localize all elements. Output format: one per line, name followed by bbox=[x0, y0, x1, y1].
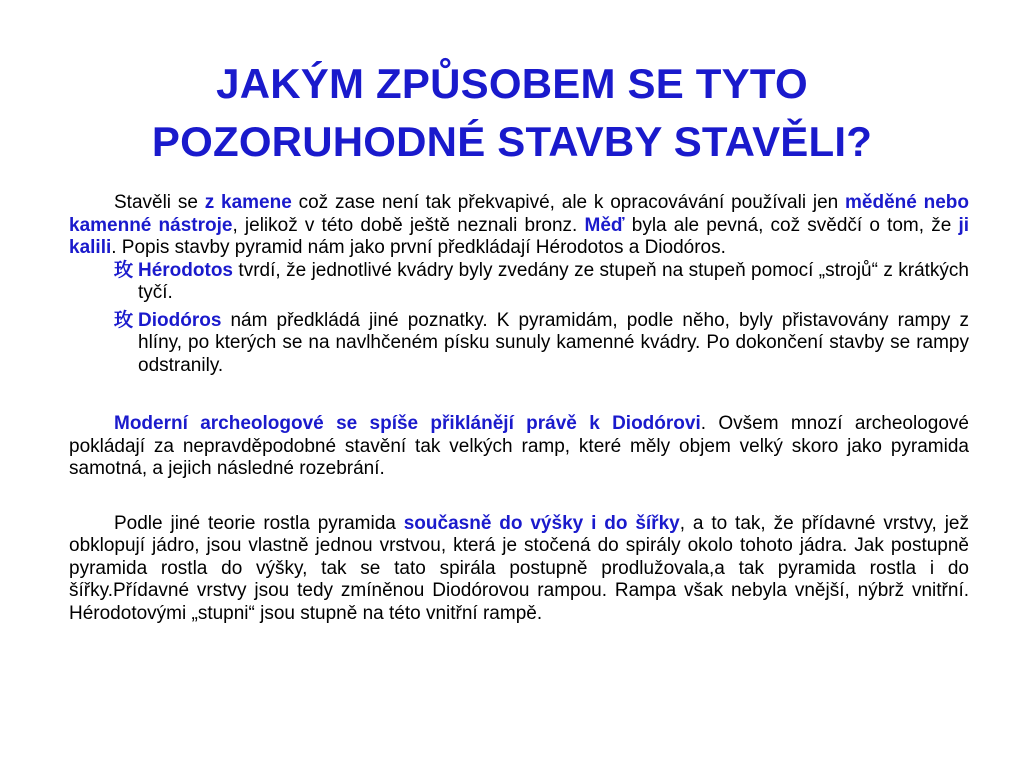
paragraph-materials bbox=[69, 192, 969, 260]
paragraph-text: Podle jiné teorie rostla pyramida bbox=[114, 512, 404, 534]
paragraph-text: , jelikož v této době ještě neznali bronz. bbox=[232, 214, 585, 236]
bullet-diodoros bbox=[114, 310, 969, 378]
slide-title-line-1: JAKÝM ZPŮSOBEM SE TYTO bbox=[216, 60, 808, 107]
paragraph-text: . Popis stavby pyramid nám jako první předkládají Hérodotos a Diodóros. bbox=[111, 237, 726, 258]
highlight-height-width: současně do výšky i do šířky bbox=[403, 512, 680, 534]
highlight-hardened: ji kalili bbox=[69, 214, 969, 258]
spacer bbox=[69, 481, 969, 513]
bullet-text bbox=[138, 260, 969, 305]
paragraph-archeologists bbox=[69, 413, 969, 481]
highlight-stone: z kamene bbox=[204, 192, 292, 213]
paragraph-text: . Ovšem mnozí archeologové pokládají za nepravděpodobné stavění tak velkých ramp, které měly objem velký skoro jako pyramida samotná, a jejich následné rozebrání. bbox=[69, 413, 969, 479]
highlight-modern-archeologists: Moderní archeologové se spíše přiklánějí právě k Diodórovi bbox=[114, 413, 701, 434]
bullet-marker-icon: 玫 bbox=[114, 259, 134, 281]
spacer bbox=[69, 377, 969, 413]
bullet-herodotos bbox=[114, 260, 969, 305]
bullet-text bbox=[138, 310, 969, 378]
paragraph-text: což zase není tak překvapivé, ale k opracovávání používali jen bbox=[291, 192, 846, 213]
slide-title-line-2: POZORUHODNÉ STAVBY STAVĚLI? bbox=[151, 118, 873, 165]
bullet-body: nám předkládá jiné poznatky. K pyramidám, podle něho, byly přistavovány rampy z hlíny, po kterých se na navlhčeném písku sunuly kamenné kvádry. Po dokončení stavby se rampy odstranily. bbox=[138, 309, 969, 376]
bullet-name-diodoros: Diodóros bbox=[138, 309, 222, 331]
paragraph-text: Stavěli se bbox=[114, 192, 205, 213]
slide-title bbox=[40, 55, 984, 171]
paragraph-spiral-theory bbox=[69, 513, 969, 626]
bullet-body: tvrdí, že jednotlivé kvádry byly zvedány ze stupeň na stupeň pomocí „strojů“ z krátkých tyčí. bbox=[138, 259, 969, 303]
paragraph-text: , a to tak, že přídavné vrstvy, jež obklopují jádro, jsou vlastně jednou vrstvou, která je stočená do spirály okolo tohoto jádra. Jak postupně pyramida rostla do výšky, tak se tato spirála postupně prodlužovala,a tak pyramida rostla i do šířky.Přídavné vrstvy jsou tedy zmíněnou Diodórovou rampou. Rampa však nebyla vnější, nýbrž vnitřní. Hérodotovými „stupni“ jsou stupně na této vnitřní rampě. bbox=[69, 512, 969, 624]
highlight-tools: měděné nebo kamenné nástroje bbox=[69, 192, 970, 236]
slide-body bbox=[69, 192, 969, 625]
highlight-copper: Měď bbox=[584, 214, 625, 236]
bullet-name-herodotos: Hérodotos bbox=[138, 259, 233, 281]
bullet-marker-icon: 玫 bbox=[114, 309, 134, 331]
paragraph-text: byla ale pevná, což svědčí o tom, že bbox=[624, 214, 959, 236]
